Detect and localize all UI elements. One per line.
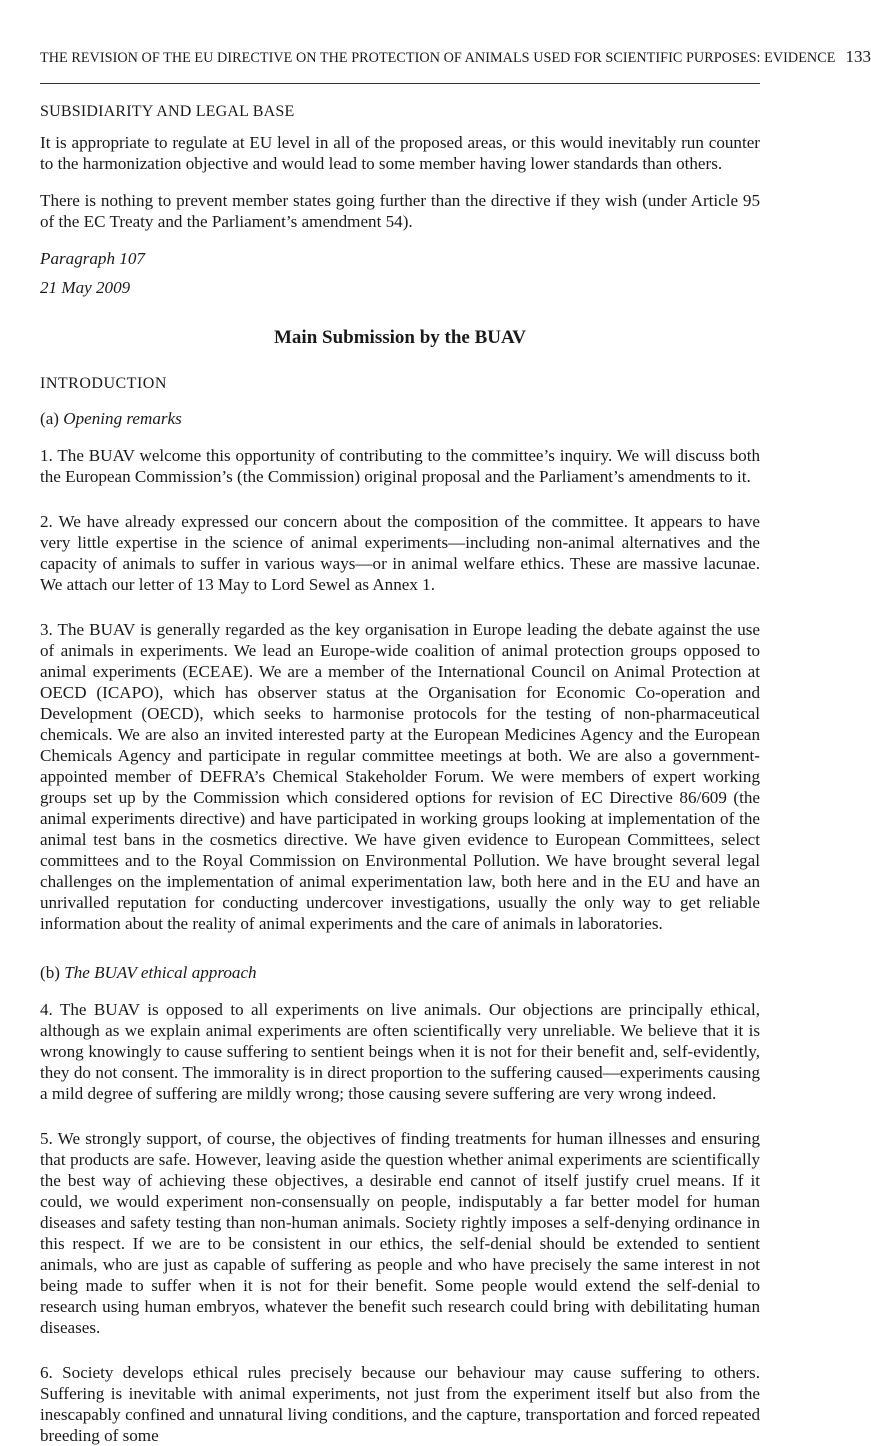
header-rule: [40, 83, 760, 84]
paragraph-4: 4. The BUAV is opposed to all experiments on live animals. Our objections are principally ethical, although as we explain animal experiments are often scientifically very unreliable. We believe that it is wrong knowingly to cause suffering to sentient beings when it is not for their benefit and, self-evidently, they do not consent. The immorality is in direct proportion to the suffering caused—experiments causing a mild degree of suffering are mildly wrong; those causing severe suffering are very wrong indeed.: [40, 1000, 760, 1103]
paragraph-2: 2. We have already expressed our concern about the composition of the committee. It appears to have very little expertise in the science of animal experiments—including non-animal alternatives and the capacity of animals to suffer in various ways—or in animal welfare ethics. These are massive lacunae. We attach our letter of 13 May to Lord Sewel as Annex 1.: [40, 512, 760, 594]
paragraph-1: 1. The BUAV welcome this opportunity of contributing to the committee’s inquiry. We will discuss both the European Commission’s (the Commission) original proposal and the Parliament’s amendments to it.: [40, 446, 760, 486]
reference-paragraph: Paragraph 107: [40, 249, 145, 268]
subsidiarity-paragraph-1: It is appropriate to regulate at EU level in all of the proposed areas, or this would inevitably run counter to the harmonization objective and would lead to some member having lower standards than others.: [40, 133, 760, 173]
paragraph-5: 5. We strongly support, of course, the objectives of finding treatments for human illnesses and ensuring that products are safe. However, leaving aside the question whether animal experiments are scientifically the best way of achieving these objectives, a desirable end cannot of itself justify cruel means. If it could, we would experiment non-consensually on people, indisputably a far better model for human diseases and safety testing than non-human animals. Society rightly imposes a self-denying ordinance in this respect. If we are to be consistent in our ethics, the self-denial should be extended to sentient animals, who are just as capable of suffering as people and who have precisely the same interest in not being made to suffer when it is not for their benefit. Some people would extend the self-denial to research using human embryos, whatever the benefit such research could bring with debilitating human diseases.: [40, 1129, 760, 1337]
section-heading-subsidiarity: SUBSIDIARITY AND LEGAL BASE: [40, 103, 295, 120]
paragraph-3: 3. The BUAV is generally regarded as the key organisation in Europe leading the debate against the use of animals in experiments. We lead an Europe-wide coalition of animal protection groups opposed to animal experiments (ECEAE). We are a member of the International Council on Animal Protection at OECD (ICAPO), which has observer status at the Organisation for Economic Co-operation and Development (OECD), which seeks to harmonise protocols for the testing of non-pharmaceutical chemicals. We are also an invited interested party at the European Medicines Agency and the European Chemicals Agency and participate in regular committee meetings at both. We are also a government-appointed member of DEFRA’s Chemical Stakeholder Forum. We were members of expert working groups set up by the Commission which considered options for revision of EC Directive 86/609 (the animal experiments directive) and have participated in working groups looking at implementation of the animal test bans in the cosmetics directive. We have given evidence to European Committees, select committees and to the Royal Commission on Environmental Pollution. We have brought several legal challenges on the implementation of animal experimentation law, both here and in the EU and have an unrivalled reputation for conducting undercover investigations, usually the only way to get reliable information about the reality of animal experiments and the care of animals in laboratories.: [40, 620, 760, 933]
reference-date: 21 May 2009: [40, 278, 131, 297]
running-header: [40, 47, 871, 67]
page-body: [40, 103, 760, 1446]
page-number: 133: [845, 47, 871, 66]
subheading-label: (a): [40, 409, 59, 428]
subheading-text: The BUAV ethical approach: [64, 963, 257, 982]
subheading-opening-remarks: [40, 409, 760, 429]
subheading-ethical-approach: [40, 963, 760, 983]
subsidiarity-paragraph-2: There is nothing to prevent member states going further than the directive if they wish (under Article 95 of the EC Treaty and the Parliament’s amendment 54).: [40, 191, 760, 231]
section-heading-introduction: INTRODUCTION: [40, 375, 167, 392]
subheading-label: (b): [40, 963, 60, 982]
paragraph-6: 6. Society develops ethical rules precisely because our behaviour may cause suffering to others. Suffering is inevitable with animal experiments, not just from the experiment itself but also from the inescapably confined and unnatural living conditions, and the capture, transportation and forced repeated breeding of some: [40, 1363, 760, 1445]
submission-title: Main Submission by the BUAV: [273, 327, 526, 348]
running-title: THE REVISION OF THE EU DIRECTIVE ON THE PROTECTION OF ANIMALS USED FOR SCIENTIFIC PURPOSES: EVIDENCE: [40, 50, 836, 66]
subheading-text: Opening remarks: [63, 409, 182, 428]
